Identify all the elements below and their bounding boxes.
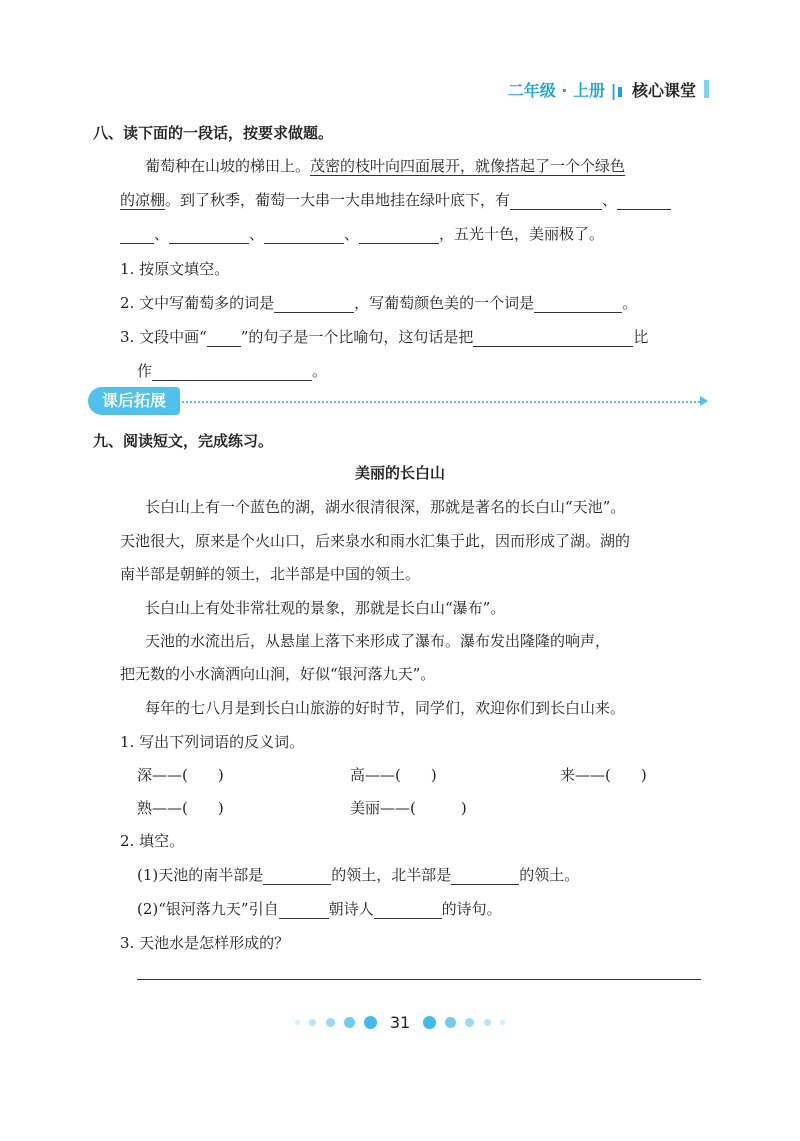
header-separator: |: [610, 81, 617, 100]
text: 的领土，北半部是: [331, 866, 452, 884]
answer-line[interactable]: [137, 979, 701, 980]
text: 。: [312, 362, 328, 380]
blank-5[interactable]: [359, 227, 439, 244]
blank-2b[interactable]: [120, 227, 154, 244]
section9-q1: 1. 写出下列词语的反义词。: [120, 733, 305, 751]
header-accent-bar: [704, 80, 709, 98]
blank-q2-2[interactable]: [534, 296, 622, 313]
dot-icon: [326, 1018, 335, 1027]
section8-heading: 八、读下面的一段话，按要求做题。: [93, 124, 334, 142]
banner-dotted-rule: [182, 401, 700, 403]
article-line7: 每年的七八月是到长白山旅游的好时节，同学们，欢迎你们到长白山来。: [145, 699, 626, 717]
header-mark-icon: [618, 87, 622, 97]
section9-q2-part1: [137, 864, 579, 885]
section9-heading: 九、阅读短文，完成练习。: [93, 432, 274, 450]
dot-icon: [364, 1016, 377, 1029]
section8-q1: 1. 按原文填空。: [120, 260, 230, 278]
blank-1[interactable]: [510, 193, 602, 210]
blank-q2-north[interactable]: [451, 868, 519, 885]
section8-q3-cont: [137, 360, 327, 381]
text: ，五光十色，美丽极了。: [439, 225, 605, 243]
dot-icon: [484, 1019, 491, 1026]
extension-banner: 课后拓展: [88, 387, 180, 415]
dot-icon: [344, 1017, 355, 1028]
antonym-4[interactable]: 熟——( ): [137, 799, 224, 817]
header-course-label: 核心课堂: [631, 81, 696, 100]
article-line1: 长白山上有一个蓝色的湖，湖水很清很深，那就是著名的长白山“天池”。: [145, 498, 626, 516]
text: 。到了秋季，葡萄一大串一大串地挂在绿叶底下，有: [165, 191, 511, 209]
page-footer: [0, 1012, 800, 1032]
header-grade: 二年级 · 上册: [507, 81, 605, 100]
section8-q2: [120, 292, 637, 313]
text: 2. 文中写葡萄多的词是: [120, 294, 275, 312]
blank-q3-2[interactable]: [152, 364, 312, 381]
dot-icon: [423, 1016, 436, 1029]
section9-q3: 3. 天池水是怎样形成的？: [120, 934, 290, 952]
text: ”的句子是一个比喻句，这句话是把: [240, 328, 474, 346]
text: 3. 文段中画“: [120, 328, 207, 346]
text: 的领土。: [519, 866, 580, 884]
page-number: 31: [389, 1013, 411, 1032]
text: 朝诗人: [328, 900, 374, 918]
article-line3: 南半部是朝鲜的领土，北半部是中国的领土。: [120, 565, 421, 583]
text: 、: [602, 191, 618, 209]
article-line6: 把无数的小水滴洒向山涧，好似“银河落九天”。: [120, 665, 436, 683]
section8-passage-line3: [120, 223, 604, 244]
article-line5: 天池的水流出后，从悬崖上落下来形成了瀑布。瀑布发出隆隆的响声，: [145, 632, 611, 650]
article-line4: 长白山上有处非常壮观的景象，那就是长白山“瀑布”。: [145, 599, 506, 617]
underlined-sentence: 茂密的枝叶向四面展开，就像搭起了一个个绿色: [310, 157, 626, 175]
text: (2)“银河落九天”引自: [137, 900, 279, 918]
text: 、: [154, 225, 170, 243]
dot-icon: [445, 1017, 456, 1028]
text: 、: [344, 225, 360, 243]
blank-q2-1[interactable]: [274, 296, 354, 313]
text: 。: [622, 294, 638, 312]
text: 比: [633, 328, 649, 346]
text: (1)天池的南半部是: [137, 866, 264, 884]
antonym-5[interactable]: 美丽——( ): [350, 799, 467, 817]
antonym-3[interactable]: 来——( ): [560, 766, 647, 784]
antonym-1[interactable]: 深——( ): [137, 766, 224, 784]
dot-icon: [500, 1020, 505, 1025]
dot-icon: [465, 1018, 474, 1027]
antonym-2[interactable]: 高——( ): [350, 766, 437, 784]
text: ，写葡萄颜色美的一个词是: [354, 294, 535, 312]
underlined-sentence-end: 的凉棚: [120, 191, 166, 209]
section9-q2-part2: [137, 898, 502, 919]
article-line2: 天池很大，原来是个火山口，后来泉水和雨水汇集于此，因而形成了湖。湖的: [120, 532, 631, 550]
blank-q2-south[interactable]: [263, 868, 331, 885]
arrow-right-icon: [700, 396, 708, 406]
text: 作: [137, 362, 153, 380]
underline-sample: [207, 330, 241, 347]
section8-passage-line2: [120, 189, 671, 210]
dot-icon: [309, 1019, 316, 1026]
blank-3[interactable]: [169, 227, 249, 244]
blank-q2-dynasty[interactable]: [279, 902, 329, 919]
dot-icon: [295, 1020, 300, 1025]
blank-2a[interactable]: [617, 193, 671, 210]
article-title: 美丽的长白山: [354, 464, 445, 482]
section8-passage-line1: [145, 155, 625, 176]
text: 的诗句。: [441, 900, 502, 918]
section8-q3: [120, 326, 648, 347]
header-course: [508, 78, 696, 101]
blank-q3-1[interactable]: [473, 330, 633, 347]
text: 、: [249, 225, 265, 243]
text: 葡萄种在山坡的梯田上。: [145, 157, 311, 175]
section9-q2: 2. 填空。: [120, 832, 185, 850]
blank-4[interactable]: [264, 227, 344, 244]
blank-q2-poet[interactable]: [374, 902, 442, 919]
